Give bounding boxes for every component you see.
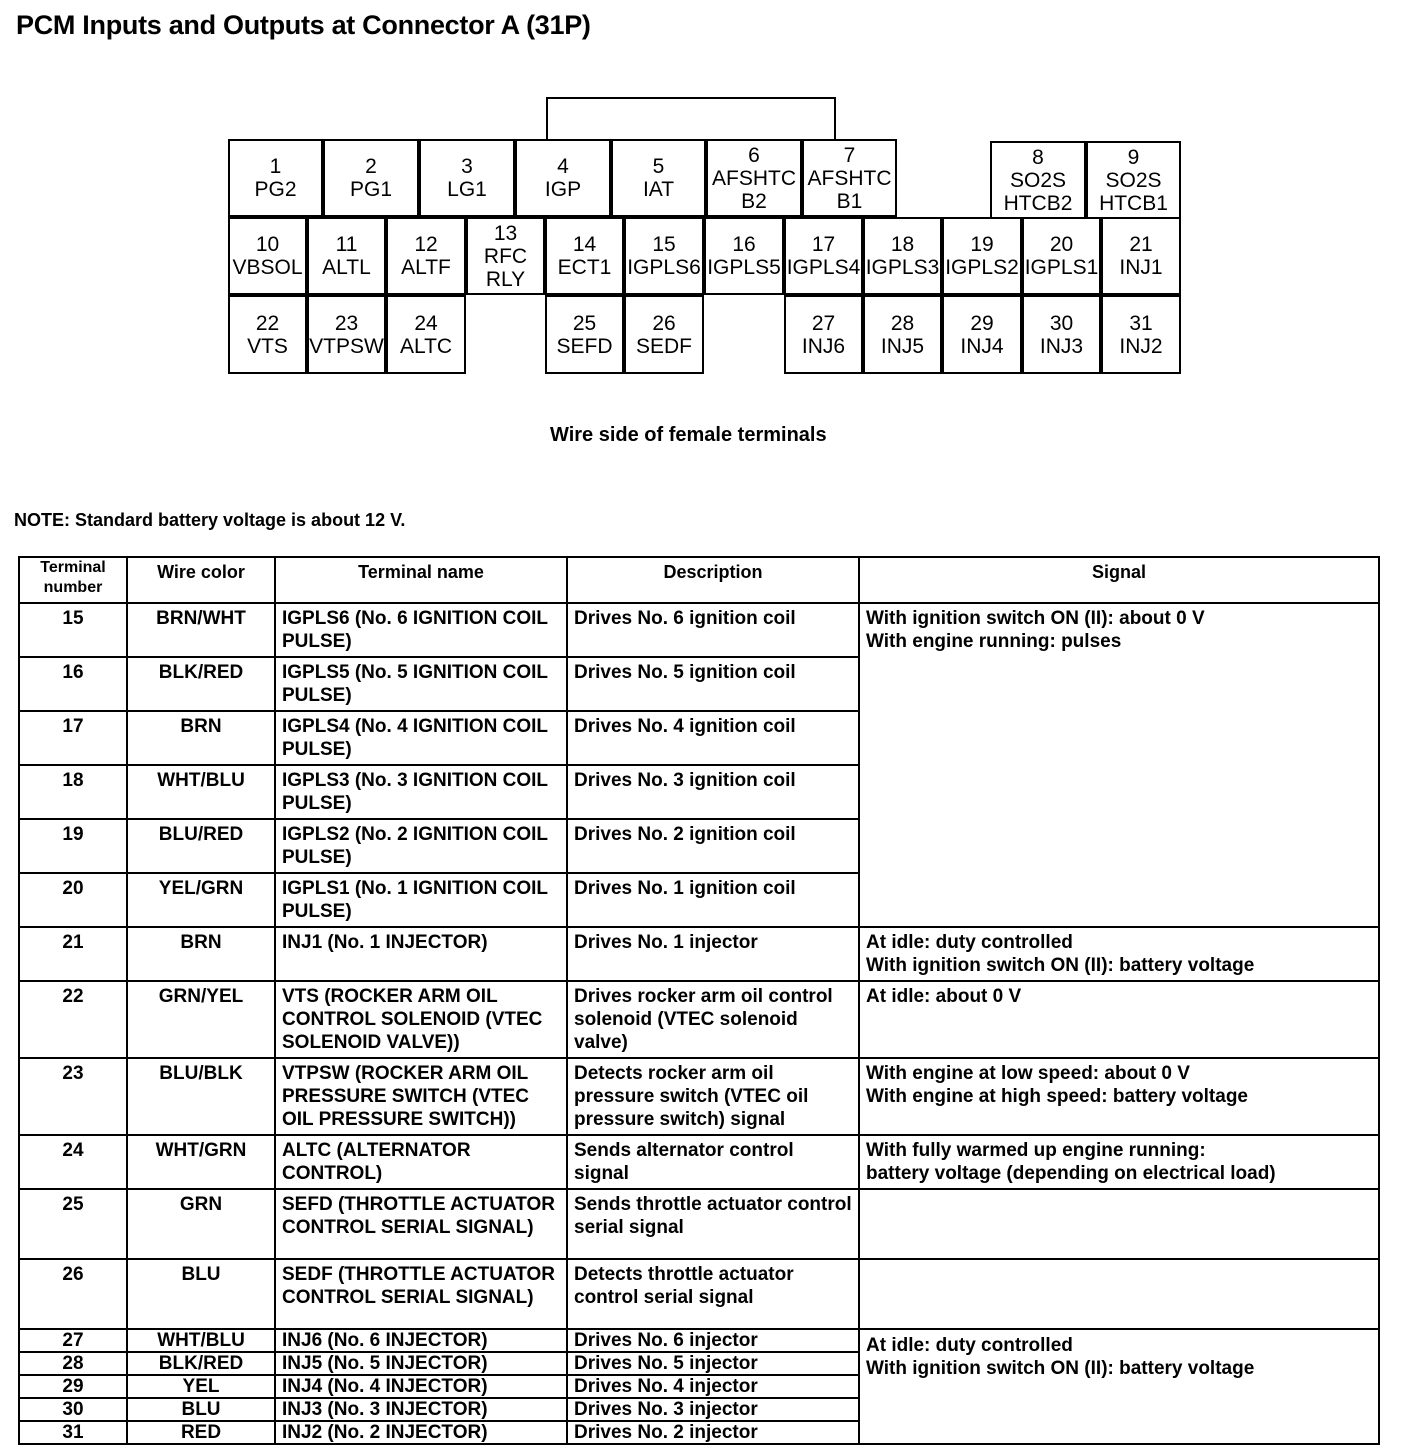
terminal-number: 12 bbox=[414, 233, 438, 256]
terminal-label: RFC bbox=[483, 244, 528, 268]
terminal-number: 19 bbox=[970, 233, 994, 256]
terminal-number: 23 bbox=[334, 311, 359, 335]
terminal-number: 9 bbox=[1127, 146, 1140, 169]
terminal-16 bbox=[704, 217, 784, 295]
description-cell: Drives No. 3 injector bbox=[567, 1398, 859, 1421]
terminal-label: IGPLS2 bbox=[945, 256, 1019, 279]
terminal-label: AFSHTC bbox=[807, 166, 892, 190]
terminal-label: ECT1 bbox=[557, 256, 612, 279]
terminal-number: 11 bbox=[335, 233, 358, 256]
signal-line: At idle: about 0 V bbox=[866, 986, 1022, 1007]
terminal-name-cell: SEFD (THROTTLE ACTUATOR CONTROL SERIAL SIGNAL) bbox=[275, 1189, 567, 1259]
terminal-cell: 30 bbox=[19, 1398, 127, 1421]
signal-cell bbox=[859, 1135, 1379, 1189]
wire-color-cell: BLK/RED bbox=[127, 1352, 275, 1375]
terminal-label: SO2S bbox=[1009, 169, 1067, 192]
terminal-11 bbox=[307, 217, 386, 295]
signal-cell bbox=[859, 1329, 1379, 1444]
terminal-8 bbox=[990, 141, 1086, 220]
terminal-name-cell: VTS (ROCKER ARM OIL CONTROL SOLENOID (VTEC SOLENOID VALVE)) bbox=[275, 981, 567, 1058]
wire-color-cell: RED bbox=[127, 1421, 275, 1444]
terminal-22 bbox=[228, 295, 307, 374]
terminal-number: 6 bbox=[748, 143, 760, 167]
terminal-name-cell: INJ4 (No. 4 INJECTOR) bbox=[275, 1375, 567, 1398]
terminal-13 bbox=[466, 217, 545, 295]
terminal-name-cell: INJ2 (No. 2 INJECTOR) bbox=[275, 1421, 567, 1444]
terminal-label: INJ6 bbox=[801, 334, 846, 358]
signal-line: At idle: duty controlled bbox=[866, 932, 1073, 953]
terminal-name-cell: IGPLS4 (No. 4 IGNITION COIL PULSE) bbox=[275, 711, 567, 765]
terminal-5 bbox=[611, 139, 706, 217]
table-row bbox=[19, 1189, 1379, 1259]
terminal-label: INJ1 bbox=[1119, 256, 1163, 279]
terminal-cell: 21 bbox=[19, 927, 127, 981]
terminal-label: VTPSW bbox=[309, 334, 384, 358]
terminal-number: 29 bbox=[970, 311, 994, 335]
description-cell: Drives rocker arm oil control solenoid (VTEC solenoid valve) bbox=[567, 981, 859, 1058]
table-row bbox=[19, 1058, 1379, 1135]
signal-line: At idle: duty controlled bbox=[866, 1335, 1073, 1356]
description-cell: Detects rocker arm oil pressure switch (VTEC oil pressure switch) signal bbox=[567, 1058, 859, 1135]
terminal-label: SO2S bbox=[1105, 169, 1162, 192]
terminal-number: 10 bbox=[255, 233, 280, 256]
table-header-row bbox=[19, 557, 1379, 603]
terminal-name-cell: VTPSW (ROCKER ARM OIL PRESSURE SWITCH (VTEC OIL PRESSURE SWITCH)) bbox=[275, 1058, 567, 1135]
terminal-name-cell: INJ5 (No. 5 INJECTOR) bbox=[275, 1352, 567, 1375]
terminal-28 bbox=[863, 295, 942, 374]
terminal-label: LG1 bbox=[447, 178, 487, 201]
terminal-number: 22 bbox=[255, 311, 280, 335]
terminal-cell: 26 bbox=[19, 1259, 127, 1329]
signal-line: battery voltage (depending on electrical load) bbox=[866, 1163, 1276, 1184]
terminal-label: PG2 bbox=[254, 178, 297, 201]
terminal-label: INJ4 bbox=[960, 334, 1004, 358]
table-row bbox=[19, 1329, 1379, 1352]
terminal-cell: 23 bbox=[19, 1058, 127, 1135]
terminal-number: 2 bbox=[365, 155, 377, 178]
terminal-17 bbox=[784, 217, 863, 295]
terminal-number: 17 bbox=[811, 233, 836, 256]
terminal-label: IGPLS3 bbox=[865, 256, 940, 279]
terminal-23 bbox=[307, 295, 386, 374]
terminal-number: 30 bbox=[1049, 311, 1074, 335]
description-cell: Drives No. 4 ignition coil bbox=[567, 711, 859, 765]
wire-color-cell: BLK/RED bbox=[127, 657, 275, 711]
terminal-14 bbox=[545, 217, 624, 295]
terminal-31 bbox=[1101, 295, 1181, 374]
wire-color-cell: WHT/BLU bbox=[127, 1329, 275, 1352]
terminal-cell: 29 bbox=[19, 1375, 127, 1398]
terminal-number: 18 bbox=[890, 233, 915, 256]
description-cell: Drives No. 6 ignition coil bbox=[567, 603, 859, 657]
description-cell: Sends throttle actuator control serial signal bbox=[567, 1189, 859, 1259]
terminal-6 bbox=[706, 139, 802, 217]
terminal-name-cell: IGPLS1 (No. 1 IGNITION COIL PULSE) bbox=[275, 873, 567, 927]
signal-cell bbox=[859, 1189, 1379, 1259]
terminal-18 bbox=[863, 217, 942, 295]
terminal-15 bbox=[624, 217, 704, 295]
terminal-29 bbox=[942, 295, 1022, 374]
terminal-number: 15 bbox=[652, 233, 676, 256]
terminal-12 bbox=[386, 217, 466, 295]
terminal-name-cell: SEDF (THROTTLE ACTUATOR CONTROL SERIAL SIGNAL) bbox=[275, 1259, 567, 1329]
terminal-number: 8 bbox=[1032, 146, 1044, 169]
signal-line: With engine at high speed: battery voltage bbox=[866, 1086, 1248, 1107]
terminal-number: 26 bbox=[652, 311, 676, 335]
table-row bbox=[19, 927, 1379, 981]
table-row bbox=[19, 1259, 1379, 1329]
description-cell: Drives No. 4 injector bbox=[567, 1375, 859, 1398]
description-cell: Drives No. 2 ignition coil bbox=[567, 819, 859, 873]
description-cell: Sends alternator control signal bbox=[567, 1135, 859, 1189]
wire-color-cell: GRN/YEL bbox=[127, 981, 275, 1058]
terminal-cell: 16 bbox=[19, 657, 127, 711]
terminal-number: 24 bbox=[414, 311, 438, 335]
signal-cell bbox=[859, 1058, 1379, 1135]
signal-line: With engine running: pulses bbox=[866, 631, 1122, 652]
wire-color-cell: YEL bbox=[127, 1375, 275, 1398]
header-terminal-name: Terminal name bbox=[275, 557, 567, 603]
terminal-name-cell: INJ3 (No. 3 INJECTOR) bbox=[275, 1398, 567, 1421]
description-cell: Drives No. 3 ignition coil bbox=[567, 765, 859, 819]
table-row bbox=[19, 981, 1379, 1058]
terminal-10 bbox=[228, 217, 307, 295]
terminal-19 bbox=[942, 217, 1022, 295]
signal-cell bbox=[859, 927, 1379, 981]
terminal-27 bbox=[784, 295, 863, 374]
terminal-cell: 19 bbox=[19, 819, 127, 873]
terminal-name-cell: IGPLS5 (No. 5 IGNITION COIL PULSE) bbox=[275, 657, 567, 711]
terminal-label: IGPLS1 bbox=[1024, 256, 1099, 279]
terminal-number: 7 bbox=[843, 143, 856, 167]
terminal-cell: 20 bbox=[19, 873, 127, 927]
header-description: Description bbox=[567, 557, 859, 603]
signal-cell bbox=[859, 981, 1379, 1058]
terminal-label: B1 bbox=[836, 189, 863, 213]
terminal-cell: 24 bbox=[19, 1135, 127, 1189]
note: NOTE: Standard battery voltage is about 12 V. bbox=[14, 510, 406, 530]
terminal-20 bbox=[1022, 217, 1101, 295]
terminal-table bbox=[18, 556, 1380, 1445]
terminal-label: IGPLS4 bbox=[786, 256, 861, 279]
signal-cell bbox=[859, 1259, 1379, 1329]
terminal-label: B2 bbox=[741, 189, 767, 213]
wire-color-cell: BRN/WHT bbox=[127, 603, 275, 657]
terminal-name-cell: INJ6 (No. 6 INJECTOR) bbox=[275, 1329, 567, 1352]
wire-color-cell: BLU/RED bbox=[127, 819, 275, 873]
terminal-cell: 25 bbox=[19, 1189, 127, 1259]
terminal-name-cell: IGPLS3 (No. 3 IGNITION COIL PULSE) bbox=[275, 765, 567, 819]
signal-line: With engine at low speed: about 0 V bbox=[866, 1063, 1190, 1084]
terminal-1 bbox=[228, 139, 323, 217]
description-cell: Detects throttle actuator control serial signal bbox=[567, 1259, 859, 1329]
signal-cell bbox=[859, 603, 1379, 927]
terminal-label: HTCB2 bbox=[1003, 192, 1073, 215]
terminal-3 bbox=[419, 139, 515, 217]
wire-color-cell: BRN bbox=[127, 711, 275, 765]
terminal-9 bbox=[1086, 141, 1181, 220]
terminal-cell: 15 bbox=[19, 603, 127, 657]
wire-color-cell: GRN bbox=[127, 1189, 275, 1259]
terminal-label: ALTC bbox=[399, 334, 453, 358]
terminal-number: 28 bbox=[890, 311, 915, 335]
terminal-label: ALTF bbox=[401, 256, 451, 279]
terminal-cell: 31 bbox=[19, 1421, 127, 1444]
terminal-30 bbox=[1022, 295, 1101, 374]
terminal-label: INJ5 bbox=[880, 334, 925, 358]
terminal-label: ALTL bbox=[322, 256, 371, 279]
terminal-cell: 28 bbox=[19, 1352, 127, 1375]
signal-line: With ignition switch ON (II): about 0 V bbox=[866, 608, 1205, 629]
wire-color-cell: BRN bbox=[127, 927, 275, 981]
terminal-24 bbox=[386, 295, 466, 374]
terminal-label: IAT bbox=[642, 178, 675, 201]
terminal-label: INJ3 bbox=[1039, 334, 1084, 358]
description-cell: Drives No. 5 injector bbox=[567, 1352, 859, 1375]
signal-line: With ignition switch ON (II): battery voltage bbox=[866, 1358, 1255, 1379]
terminal-label: INJ2 bbox=[1119, 334, 1163, 358]
terminal-25 bbox=[545, 295, 624, 374]
terminal-name-cell: ALTC (ALTERNATOR CONTROL) bbox=[275, 1135, 567, 1189]
terminal-label: HTCB1 bbox=[1099, 192, 1168, 215]
table-row bbox=[19, 603, 1379, 657]
terminal-number: 27 bbox=[811, 311, 836, 335]
terminal-name-cell: IGPLS2 (No. 2 IGNITION COIL PULSE) bbox=[275, 819, 567, 873]
terminal-name-cell: IGPLS6 (No. 6 IGNITION COIL PULSE) bbox=[275, 603, 567, 657]
wire-color-cell: WHT/BLU bbox=[127, 765, 275, 819]
terminal-21 bbox=[1101, 217, 1181, 295]
terminal-number: 16 bbox=[732, 233, 756, 256]
wire-color-cell: BLU bbox=[127, 1398, 275, 1421]
signal-line: With fully warmed up engine running: bbox=[866, 1140, 1206, 1161]
terminal-label: SEDF bbox=[635, 334, 692, 358]
terminal-number: 21 bbox=[1129, 233, 1153, 256]
terminal-cell: 17 bbox=[19, 711, 127, 765]
table-row bbox=[19, 1135, 1379, 1189]
terminal-number: 13 bbox=[493, 221, 518, 245]
terminal-number: 14 bbox=[572, 233, 597, 256]
header-terminal-number: Terminal number bbox=[19, 557, 127, 603]
wire-color-cell: BLU/BLK bbox=[127, 1058, 275, 1135]
terminal-name-cell: INJ1 (No. 1 INJECTOR) bbox=[275, 927, 567, 981]
terminal-label: IGPLS5 bbox=[707, 256, 781, 279]
terminal-number: 25 bbox=[572, 311, 597, 335]
terminal-label: VTS bbox=[247, 334, 288, 358]
description-cell: Drives No. 2 injector bbox=[567, 1421, 859, 1444]
wire-color-cell: WHT/GRN bbox=[127, 1135, 275, 1189]
terminal-cell: 27 bbox=[19, 1329, 127, 1352]
terminal-number: 4 bbox=[557, 155, 569, 178]
wire-color-cell: BLU bbox=[127, 1259, 275, 1329]
description-cell: Drives No. 1 injector bbox=[567, 927, 859, 981]
description-cell: Drives No. 5 ignition coil bbox=[567, 657, 859, 711]
terminal-number: 20 bbox=[1049, 233, 1074, 256]
terminal-7 bbox=[802, 139, 897, 217]
terminal-cell: 22 bbox=[19, 981, 127, 1058]
terminal-label: AFSHTC bbox=[712, 166, 796, 190]
terminal-label: SEFD bbox=[556, 334, 613, 358]
terminal-4 bbox=[515, 139, 611, 217]
connector-latch bbox=[546, 97, 836, 139]
terminal-number: 3 bbox=[461, 155, 473, 178]
connector-caption: Wire side of female terminals bbox=[550, 424, 827, 446]
terminal-label: PG1 bbox=[349, 178, 393, 201]
description-cell: Drives No. 1 ignition coil bbox=[567, 873, 859, 927]
wire-color-cell: YEL/GRN bbox=[127, 873, 275, 927]
terminal-label: IGPLS6 bbox=[627, 256, 701, 279]
terminal-26 bbox=[624, 295, 704, 374]
signal-line: With ignition switch ON (II): battery voltage bbox=[866, 955, 1255, 976]
terminal-cell: 18 bbox=[19, 765, 127, 819]
terminal-number: 5 bbox=[652, 155, 665, 178]
terminal-2 bbox=[323, 139, 419, 217]
header-signal: Signal bbox=[859, 557, 1379, 603]
terminal-label: RLY bbox=[485, 267, 526, 291]
terminal-number: 1 bbox=[269, 155, 282, 178]
terminal-number: 31 bbox=[1129, 311, 1153, 335]
page-title: PCM Inputs and Outputs at Connector A (31P) bbox=[16, 10, 591, 40]
terminal-label: IGP bbox=[544, 178, 582, 201]
header-wire-color: Wire color bbox=[127, 557, 275, 603]
description-cell: Drives No. 6 injector bbox=[567, 1329, 859, 1352]
terminal-label: VBSOL bbox=[232, 256, 303, 279]
